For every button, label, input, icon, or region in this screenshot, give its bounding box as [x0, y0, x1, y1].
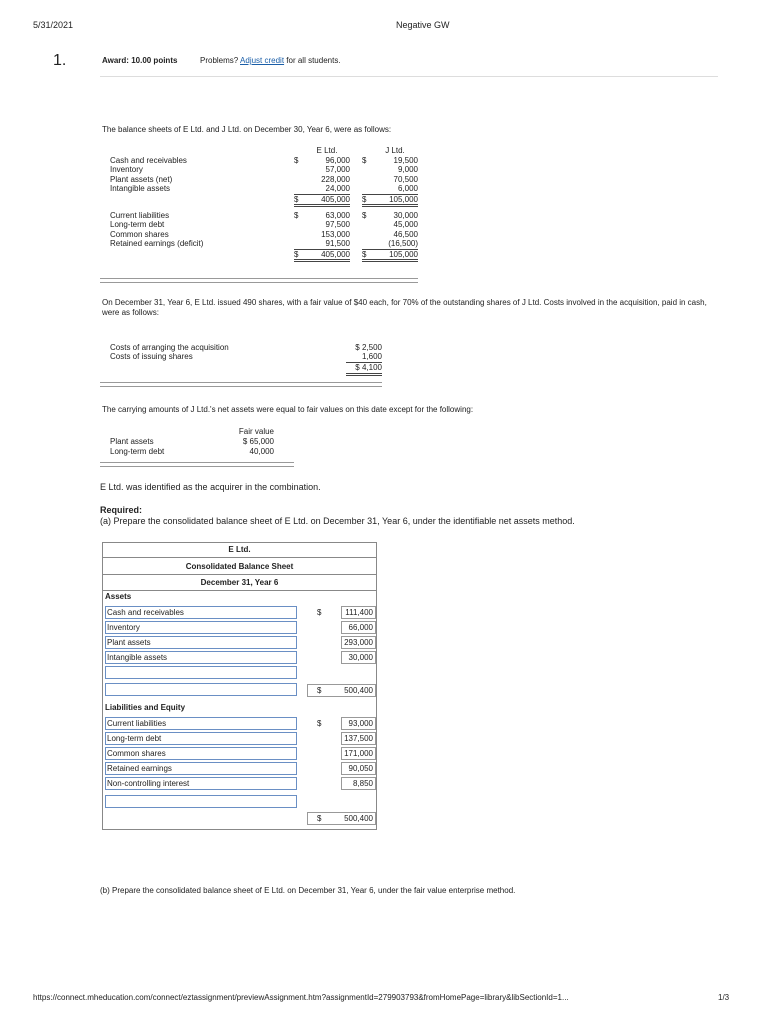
bs-e-value: 228,000: [321, 174, 350, 184]
page-title: Negative GW: [396, 20, 450, 30]
bs-j-value: 46,500: [393, 229, 418, 239]
asset-value-input[interactable]: 293,000: [341, 636, 376, 649]
liab-value-input[interactable]: 8,850: [341, 777, 376, 790]
adjust-credit-link[interactable]: Adjust credit: [240, 56, 285, 65]
bs-j-value: 70,500: [393, 174, 418, 184]
cs-divider: [103, 574, 376, 575]
asset-value-input[interactable]: 111,400: [341, 606, 376, 619]
liab-row-input[interactable]: [105, 795, 297, 808]
asset-total-label-input[interactable]: [105, 683, 297, 696]
liab-value-input[interactable]: 93,000: [341, 717, 376, 730]
bs-e-value: 91,500: [325, 239, 350, 248]
bs-label: Current liabilities: [110, 210, 170, 220]
dollar-sign: $: [294, 194, 304, 206]
bs-label: Long-term debt: [110, 220, 165, 229]
bs-j-total: 105,000: [372, 194, 418, 206]
question-number: 1.: [53, 52, 67, 69]
liab-header: Liabilities and Equity: [105, 703, 186, 712]
bs-label: Intangible assets: [110, 184, 171, 194]
asset-value-input[interactable]: 66,000: [341, 621, 376, 634]
bs-e-value: 24,000: [325, 184, 350, 193]
dollar-sign: $: [294, 249, 304, 261]
asset-value-input[interactable]: 30,000: [341, 651, 376, 664]
dollar-sign: $: [294, 155, 299, 165]
divider: [100, 76, 718, 77]
part-b-text: (b) Prepare the consolidated balance sheet of E Ltd. on December 31, Year 6, under the fair value enterprise method.: [100, 886, 516, 895]
assets-header: Assets: [105, 592, 132, 601]
bs-e-value: 63,000: [325, 210, 350, 220]
consolidated-balance-sheet: [102, 542, 377, 830]
dollar-sign: $: [317, 686, 322, 695]
liab-row-input[interactable]: Retained earnings: [105, 762, 297, 775]
balance-sheets: [110, 146, 418, 262]
acquisition-text: On December 31, Year 6, E Ltd. issued 490 shares, with a fair value of $40 each, for 70% of the outstanding shares of J Ltd. Costs involved in the acquisition, paid in cash, were as follows:: [102, 298, 707, 317]
fv-value: 40,000: [249, 447, 274, 456]
asset-row-input[interactable]: Cash and receivables: [105, 606, 297, 619]
problems-line: [200, 56, 341, 65]
cs-divider: [103, 590, 376, 591]
liab-value-input[interactable]: 90,050: [341, 762, 376, 775]
cost-label: Costs of issuing shares: [110, 352, 193, 361]
dollar-sign: $: [362, 194, 372, 206]
footer-page: 1/3: [718, 993, 730, 1002]
liab-row-input[interactable]: Common shares: [105, 747, 297, 760]
award-text: [102, 56, 177, 65]
cost-value: $ 2,500: [355, 343, 382, 352]
dollar-sign: $: [294, 210, 299, 220]
cost-value: 1,600: [361, 352, 382, 361]
problems-prefix: Problems?: [200, 56, 239, 65]
col-e-header: E Ltd.: [316, 146, 338, 155]
award-label: Award: 10.00 points: [102, 56, 178, 65]
bs-e-value: 96,000: [325, 155, 350, 165]
fv-label: Plant assets: [110, 437, 154, 446]
asset-row-input[interactable]: [105, 666, 297, 679]
cs-date: December 31, Year 6: [200, 578, 279, 587]
bs-j-value: 30,000: [393, 210, 418, 220]
liab-value-input[interactable]: 137,500: [341, 732, 376, 745]
bs-j-value: 6,000: [397, 184, 418, 193]
footer-url: https://connect.mheducation.com/connect/eztassignment/previewAssignment.htm?assignmentId=279903793&fromHomePage=library&libSectionId=1...: [33, 993, 569, 1002]
bs-label: Cash and receivables: [110, 155, 187, 165]
part-a-text: (a) Prepare the consolidated balance sheet of E Ltd. on December 31, Year 6, under the identifiable net assets method.: [100, 516, 575, 526]
bs-j-value: (16,500): [388, 239, 418, 248]
bs-j-total: 105,000: [372, 249, 418, 261]
asset-row-input[interactable]: Inventory: [105, 621, 297, 634]
acquirer-text: E Ltd. was identified as the acquirer in the combination.: [100, 482, 321, 492]
cost-label: Costs of arranging the acquisition: [110, 343, 229, 352]
section-divider: [100, 382, 382, 387]
dollar-sign: $: [317, 608, 322, 617]
liab-row-input[interactable]: Long-term debt: [105, 732, 297, 745]
cs-title: Consolidated Balance Sheet: [185, 562, 294, 571]
col-j-header: J Ltd.: [385, 146, 405, 155]
cs-company: E Ltd.: [228, 545, 251, 554]
problems-suffix: for all students.: [286, 56, 341, 65]
required-label: Required:: [100, 505, 143, 515]
intro-text: The balance sheets of E Ltd. and J Ltd. on December 30, Year 6, were as follows:: [102, 125, 392, 134]
bs-j-value: 9,000: [397, 165, 418, 174]
liab-total-input[interactable]: 500,400: [307, 812, 376, 825]
bs-label: Retained earnings (deficit): [110, 239, 204, 249]
carrying-text: The carrying amounts of J Ltd.'s net assets were equal to fair values on this date except for the following:: [102, 405, 474, 414]
cs-divider: [103, 557, 376, 558]
bs-label: Plant assets (net): [110, 174, 173, 184]
dollar-sign: $: [317, 719, 322, 728]
bs-e-value: 153,000: [321, 229, 350, 239]
bs-e-total: 405,000: [304, 249, 350, 261]
dollar-sign: $: [362, 210, 367, 220]
bs-label: Common shares: [110, 229, 169, 239]
print-date: 5/31/2021: [33, 20, 74, 30]
section-divider: [100, 462, 294, 467]
liab-value-input[interactable]: 171,000: [341, 747, 376, 760]
dollar-sign: $: [362, 155, 367, 165]
asset-row-input[interactable]: Intangible assets: [105, 651, 297, 664]
bs-e-value: 57,000: [325, 165, 350, 174]
bs-label: Inventory: [110, 165, 143, 174]
assets-total-input[interactable]: 500,400: [307, 684, 376, 697]
dollar-sign: $: [317, 814, 322, 823]
fv-label: Long-term debt: [110, 447, 165, 456]
asset-row-input[interactable]: Plant assets: [105, 636, 297, 649]
bs-j-value: 19,500: [393, 155, 418, 165]
fv-value: $ 65,000: [242, 437, 274, 446]
liab-row-input[interactable]: Current liabilities: [105, 717, 297, 730]
dollar-sign: $: [362, 249, 372, 261]
fair-value-header: Fair value: [238, 427, 274, 436]
bs-e-total: 405,000: [304, 194, 350, 206]
liab-row-input[interactable]: Non-controlling interest: [105, 777, 297, 790]
section-divider: [100, 278, 418, 283]
bs-e-value: 97,500: [325, 220, 350, 229]
bs-j-value: 45,000: [393, 220, 418, 229]
cost-total: $ 4,100: [346, 362, 382, 376]
